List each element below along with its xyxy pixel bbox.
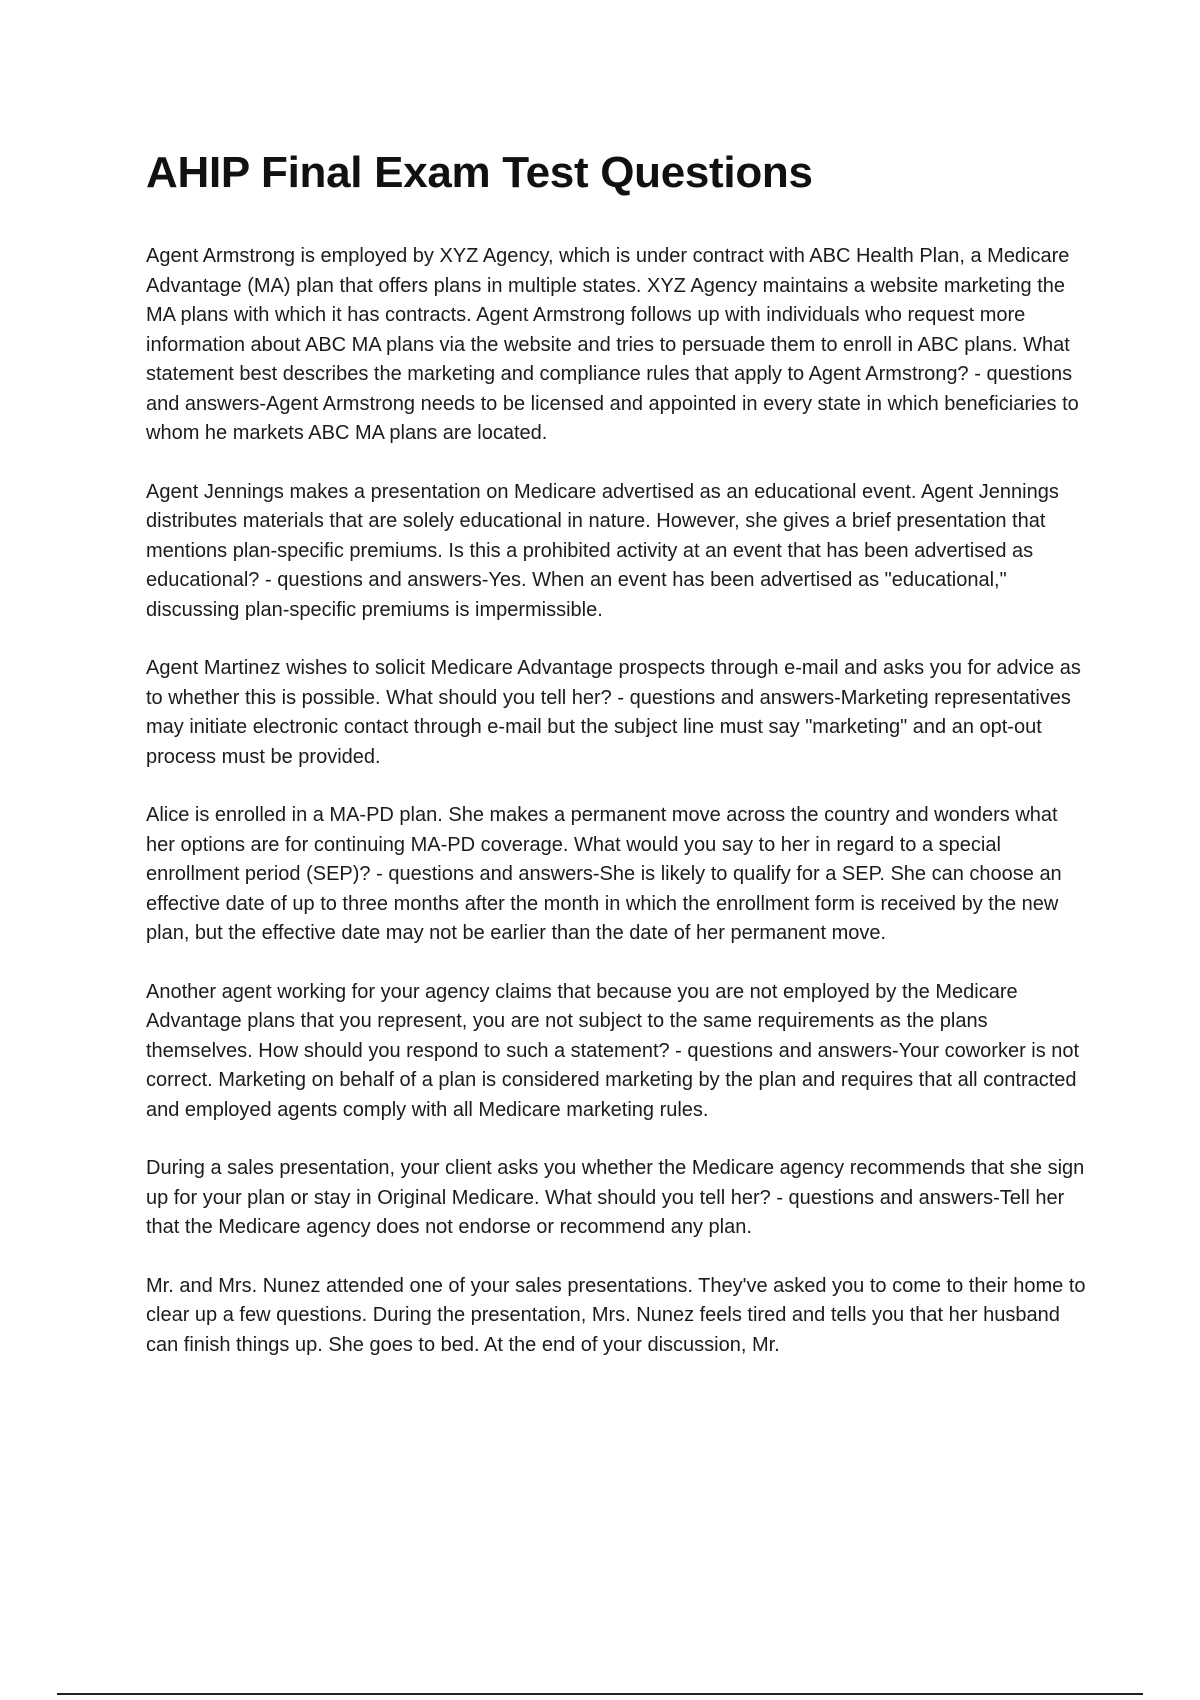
- question-answer-paragraph: Alice is enrolled in a MA-PD plan. She makes a permanent move across the country and wonders what her options are for continuing MA-PD coverage. What would you say to her in regard to a special enrollment period (SEP)? - questions and answers-She is likely to qualify for a SEP. She can choose an effective date of up to three months after the month in which the enrollment form is received by the new plan, but the effective date may not be earlier than the date of her permanent move.: [146, 804, 1062, 944]
- question-answer-paragraph: Agent Jennings makes a presentation on Medicare advertised as an educational event. Agent Jennings distributes materials that are solely educational in nature. However, she gives a brief presentation that mentions plan-specific premiums. Is this a prohibited activity at an event that has been advertised as educational? - questions and answers-Yes. When an event has been advertised as "educational," discussing plan-specific premiums is impermissible.: [146, 480, 1059, 621]
- question-answer-paragraph: Mr. and Mrs. Nunez attended one of your sales presentations. They've asked you to come to their home to clear up a few questions. During the presentation, Mrs. Nunez feels tired and tells you that her husband can finish things up. She goes to bed. At the end of your discussion, Mr.: [146, 1274, 1086, 1356]
- document-body: [146, 242, 1092, 1389]
- page-bottom-divider: [57, 1693, 1143, 1695]
- question-answer-paragraph: Another agent working for your agency claims that because you are not employed by the Medicare Advantage plans that you represent, you are not subject to the same requirements as the plans themselves. How should you respond to such a statement? - questions and answers-Your coworker is not correct. Marketing on behalf of a plan is considered marketing by the plan and requires that all contracted and employed agents comply with all Medicare marketing rules.: [146, 980, 1080, 1121]
- question-answer-paragraph: Agent Martinez wishes to solicit Medicare Advantage prospects through e-mail and asks you for advice as to whether this is possible. What should you tell her? - questions and answers-Marketing representatives may initiate electronic contact through e-mail but the subject line must say "marketing" and an opt-out process must be provided.: [146, 657, 1081, 768]
- question-answer-paragraph: During a sales presentation, your client asks you whether the Medicare agency recommends that she sign up for your plan or stay in Original Medicare. What should you tell her? - questions and answers-Tell her that the Medicare agency does not endorse or recommend any plan.: [146, 1157, 1085, 1238]
- page-title: AHIP Final Exam Test Questions: [146, 148, 813, 197]
- question-answer-paragraph: Agent Armstrong is employed by XYZ Agency, which is under contract with ABC Health Plan, a Medicare Advantage (MA) plan that offers plans in multiple states. XYZ Agency maintains a website marketing the MA plans with which it has contracts. Agent Armstrong follows up with individuals who request more information about ABC MA plans via the website and tries to persuade them to enroll in ABC plans. What statement best describes the marketing and compliance rules that apply to Agent Armstrong? - questions and answers-Agent Armstrong needs to be licensed and appointed in every state in which beneficiaries to whom he markets ABC MA plans are located.: [146, 245, 1079, 444]
